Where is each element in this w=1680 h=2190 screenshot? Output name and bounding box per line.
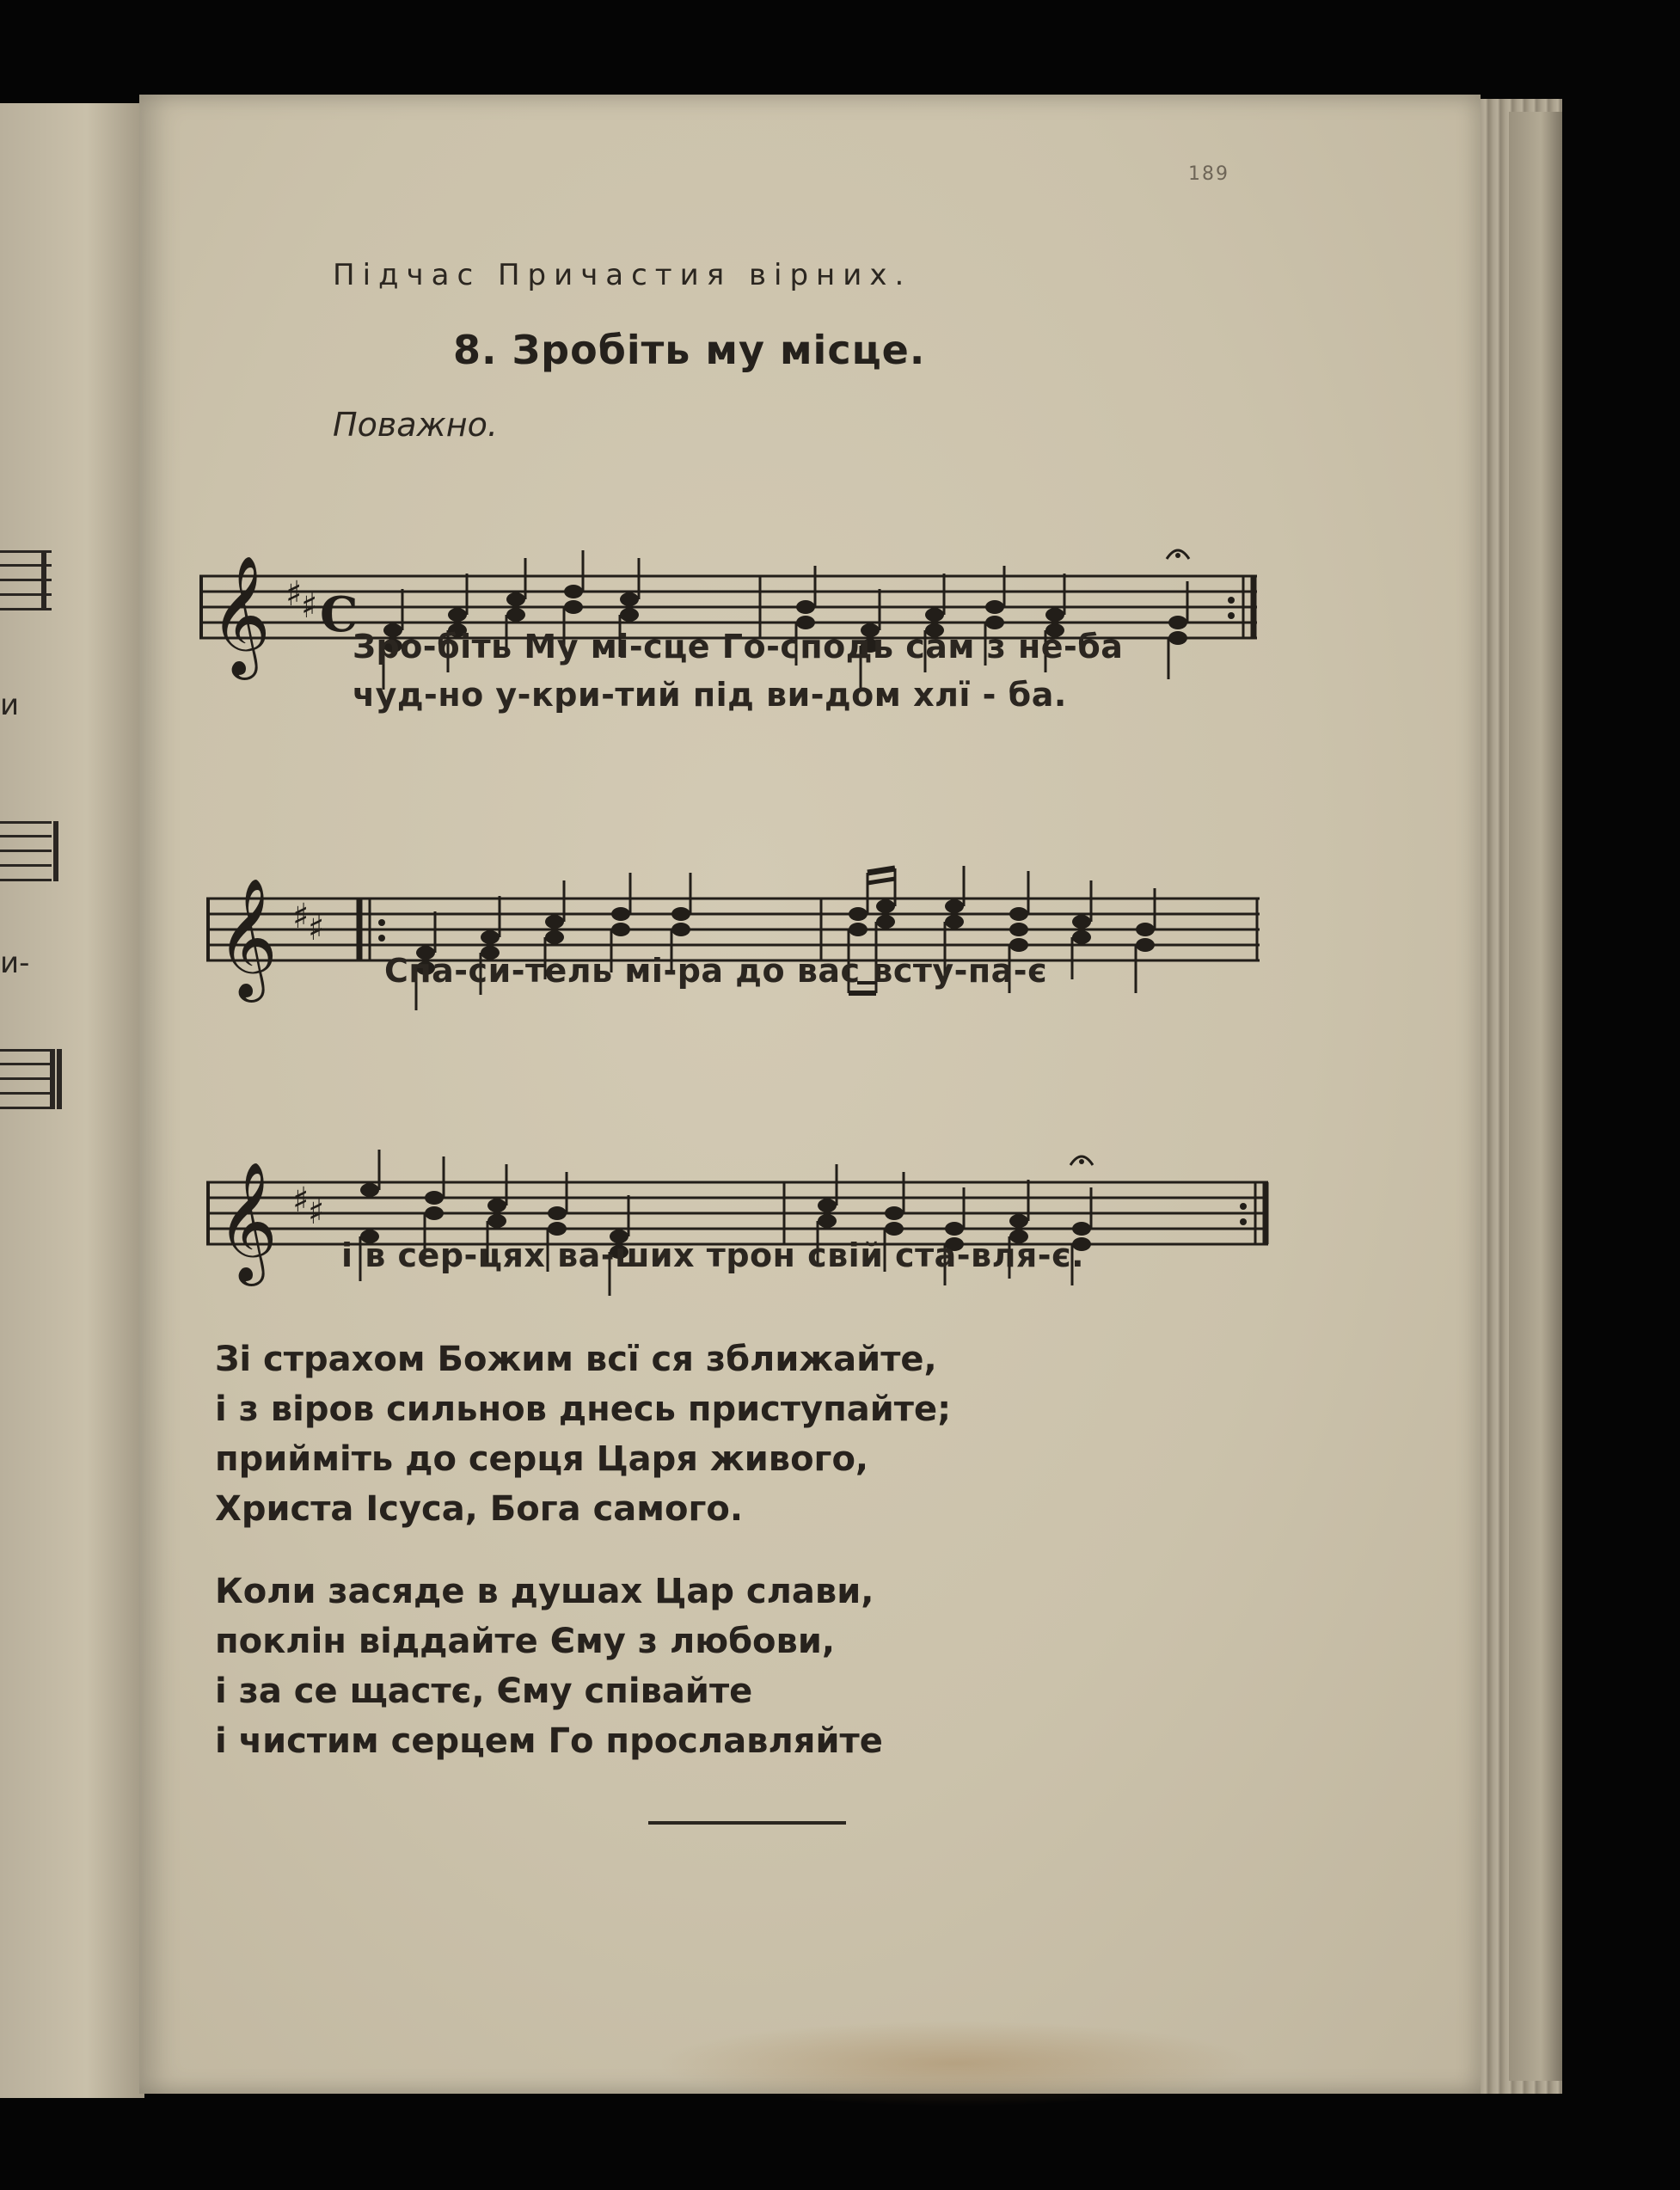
book-cover-edge: [1509, 112, 1562, 2081]
left-page-text: и-: [0, 946, 30, 980]
tempo-marking: Поважно.: [333, 406, 498, 444]
left-page: [0, 103, 144, 2098]
lyric-line-4: і в сер-цях ва-ших трон свій ста-вля-є.: [341, 1236, 1085, 1274]
svg-text:♯: ♯: [292, 897, 310, 936]
svg-text:♯: ♯: [301, 586, 318, 626]
song-title: 8. Зробіть му місце.: [453, 327, 926, 373]
left-staff-fragment: [0, 1049, 52, 1109]
svg-text:𝄞: 𝄞: [217, 878, 278, 997]
stanza-line: і чистим серцем Го прославляйте: [215, 1721, 883, 1761]
stanza-line: Коли засяде в душах Цар слави,: [215, 1572, 874, 1611]
lyric-line-2: чуд-но у-кри-тий під ви-дом хлї - ба.: [353, 676, 1067, 714]
left-staff-fragment: [0, 821, 52, 881]
svg-text:𝄞: 𝄞: [210, 555, 271, 675]
stanza-line: і за се щастє, Єму співайте: [215, 1672, 753, 1711]
svg-text:♯: ♯: [292, 1181, 310, 1220]
stanza-1: [215, 1334, 951, 1534]
page-header: Підчас Причастия вірних.: [333, 258, 912, 292]
stanza-line: прийміть до серця Царя живого,: [215, 1439, 869, 1479]
music-staff-3: [206, 1148, 1427, 1320]
svg-text:♯: ♯: [285, 574, 303, 614]
stanza-2: [215, 1567, 883, 1766]
stanza-line: поклін віддайте Єму з любови,: [215, 1622, 836, 1661]
left-staff-fragment: [0, 550, 52, 610]
book-page: [139, 95, 1481, 2094]
left-page-text: и: [0, 688, 20, 722]
stanza-line: і з віров сильнов днесь приступайте;: [215, 1389, 952, 1429]
svg-text:♯: ♯: [308, 909, 325, 948]
page-number: 189: [1188, 163, 1229, 185]
paper-stain: [655, 2021, 1257, 2107]
section-divider: [648, 1821, 846, 1825]
music-staff-2: [206, 864, 1427, 1036]
lyric-line-3: Спа-си-тель мі-ра до вас всту-па-є: [384, 952, 1048, 990]
svg-text:C: C: [320, 586, 359, 643]
stanza-line: Зі страхом Божим всї ся зближайте,: [215, 1340, 937, 1379]
stanza-line: Христа Ісуса, Бога самого.: [215, 1489, 744, 1529]
svg-text:♯: ♯: [308, 1193, 325, 1232]
lyric-line-1: Зро-біть Му мі-сце Го-сподь сам з не-ба: [353, 628, 1124, 666]
svg-text:𝄞: 𝄞: [217, 1162, 278, 1281]
